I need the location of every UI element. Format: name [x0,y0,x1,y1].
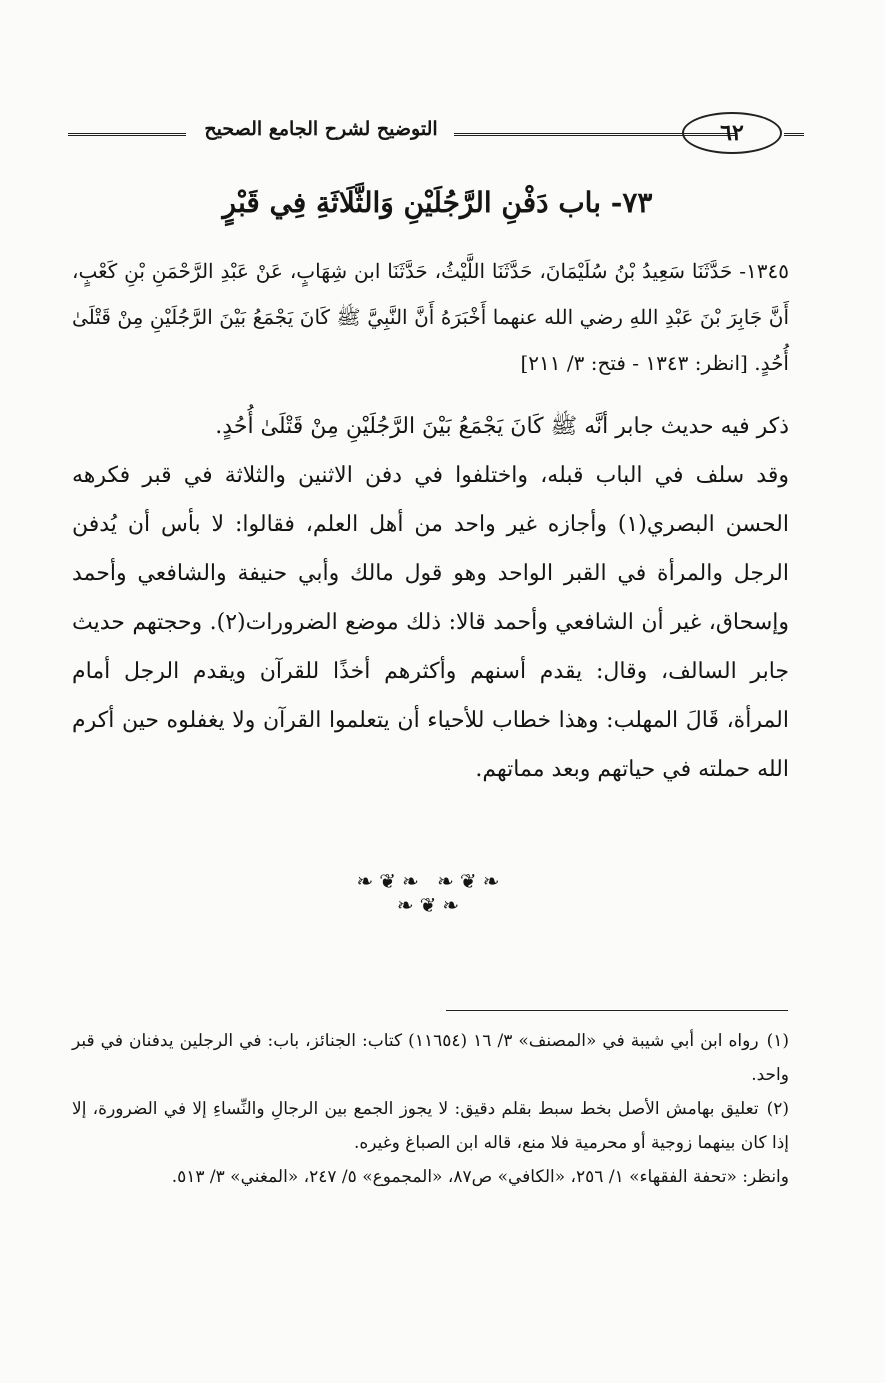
hadith-text: ١٣٤٥- حَدَّثَنَا سَعِيدُ بْنُ سُلَيْمَانَ، حَدَّثَنَا اللَّيْثُ، حَدَّثَنَا ابن شِهَابٍ، عَنْ عَبْدِ الرَّحْمَنِ بْنِ كَعْبٍ، أَنَّ جَابِرَ بْنَ عَبْدِ اللهِ رضي الله عنهما أَخْبَرَهُ أَنَّ النَّبِيَّ ﷺ كَانَ يَجْمَعُ بَيْنَ الرَّجُلَيْنِ مِنْ قَتْلَىٰ أُحُدٍ. [انظر: ١٣٤٣ - فتح: ٣/ ٢١١] [72,259,789,375]
footnote-text: تعليق بهامش الأصل بخط سبط بقلم دقيق: لا يجوز الجمع بين الرجالِ والنِّساءِ إلا في الضرورة، إلا إذا كان بينهما زوجية أو محرمية فلا منع، قاله ابن الصباغ وغيره. [72,1099,789,1153]
footnote-text: رواه ابن أبي شيبة في «المصنف» ٣/ ١٦ (١١٦٥٤) كتاب: الجنائز، باب: في الرجلين يدفنان في قبر واحد. [72,1031,789,1085]
header-rule-right [784,133,804,139]
footnote [72,1160,789,1194]
footnote-text: وانظر: «تحفة الفقهاء» ١/ ٢٥٦، «الكافي» ص٨٧، «المجموع» ٥/ ٢٤٧، «المغني» ٣/ ٥١٣. [171,1167,789,1187]
footnote-number: (٢) [766,1099,789,1119]
running-header [62,112,796,156]
page-number: ٦٢ [682,112,782,154]
book-title: التوضيح لشرح الجامع الصحيح [204,118,438,140]
footnote [72,1024,789,1092]
section-ornament: ❧❦❧ ❧❦❧ ❧❦❧ [356,869,506,917]
footnotes [72,1024,789,1194]
commentary-paragraph: وقد سلف في الباب قبله، واختلفوا في دفن الاثنين والثلاثة في قبر فكرهه الحسن البصري(١) وأجازه غير واحد من أهل العلم، فقالوا: لا بأس أن يُدفن الرجل والمرأة في القبر الواحد وهو قول مالك وأبي حنيفة والشافعي وأحمد وإسحاق، غير أن الشافعي وأحمد قالا: ذلك موضع الضرورات(٢). وحجتهم حديث جابر السالف، وقال: يقدم أسنهم وأكثرهم أخذًا للقرآن ويقدم الرجل أمام المرأة، قَالَ المهلب: وهذا خطاب للأحياء أن يتعلموا القرآن ولا يغفلوه حين أكرم الله حملته في حياتهم وبعد مماتهم. [72,463,790,782]
header-rule-left [68,133,186,139]
commentary [72,402,789,794]
chapter-title: ٧٣- باب دَفْنِ الرَّجُلَيْنِ وَالثَّلَاثَةِ فِي قَبْرٍ [222,186,653,219]
footnote [72,1092,789,1160]
footnote-number: (١) [766,1031,789,1051]
commentary-paragraph: ذكر فيه حديث جابر أنَّه ﷺ كَانَ يَجْمَعُ بَيْنَ الرَّجُلَيْنِ مِنْ قَتْلَىٰ أُحُدٍ. [215,414,789,439]
footnote-separator [446,1010,788,1011]
